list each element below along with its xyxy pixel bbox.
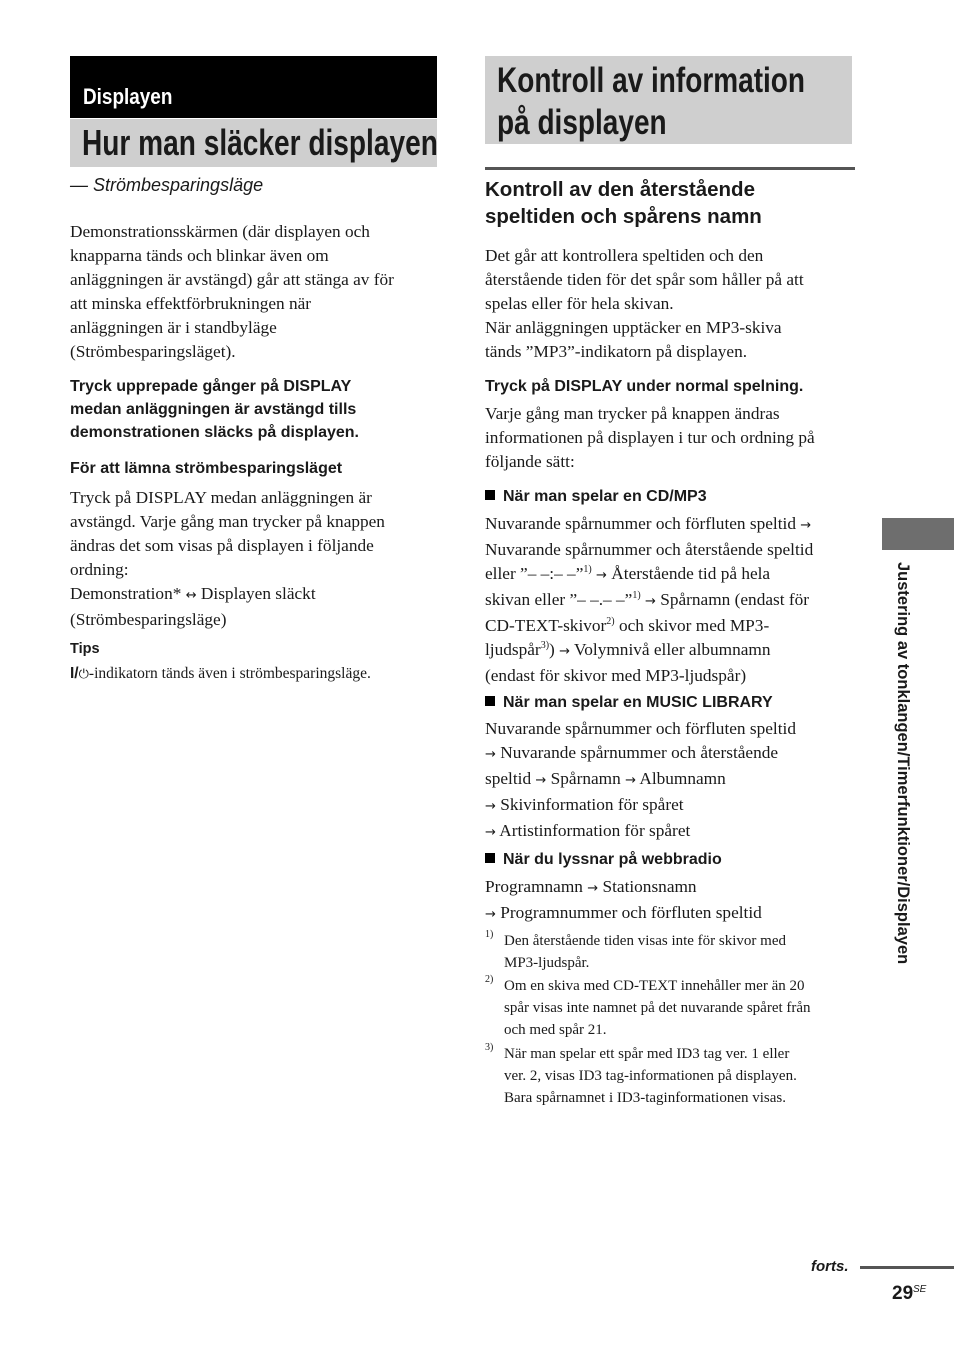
footnote-text [504, 975, 854, 1041]
ml-heading-text: När man spelar en MUSIC LIBRARY [503, 694, 773, 711]
continued-label: forts. [811, 1258, 849, 1275]
exit-heading: För att lämna strömbesparingsläget [70, 460, 343, 477]
arrow-icon: → [485, 825, 496, 840]
text-line: Tryck upprepade gånger på DISPLAY [70, 378, 352, 395]
footnote-number: 2) [485, 974, 494, 985]
text-line: (Strömbesparingsläget). [70, 342, 236, 361]
text-line: ver. 2, visas ID3 tag-informationen på displayen. [504, 1068, 797, 1084]
text-line: spelas eller för hela skivan. [485, 294, 674, 313]
text-line: (endast för skivor med MP3-ljudspår) [485, 666, 747, 685]
order-demo: Demonstration* [70, 584, 182, 603]
text-line: Nuvarande spårnummer och återstående speltid [485, 540, 814, 559]
ml-heading [485, 691, 773, 714]
right-title-box [485, 56, 852, 144]
square-bullet-icon [485, 490, 495, 500]
arrow-icon: → [485, 799, 496, 814]
left-subtitle: — Strömbesparingsläge [70, 175, 264, 195]
side-tab-marker [882, 518, 954, 550]
heading-rule [485, 167, 855, 170]
order-line [70, 582, 450, 608]
footnote-number: 3) [485, 1042, 494, 1053]
text-span: speltid [485, 769, 532, 788]
arrow-icon: → [587, 881, 599, 896]
right-heading [485, 176, 865, 230]
text-line: MP3-ljudspår. [504, 955, 590, 971]
footnote-number: 1) [485, 929, 494, 940]
page-title: Hur man släcker displayen [82, 122, 438, 163]
text-line: Tryck på DISPLAY medan anläggningen är [70, 488, 372, 507]
power-icon: ⏻ [78, 667, 89, 682]
tips-body: -indikatorn tänds även i strömbesparingsläge. [88, 665, 371, 682]
text-line [485, 512, 875, 538]
text-line: tänds ”MP3”-indikatorn på displayen. [485, 342, 748, 361]
text-span: Återstående tid på hela [611, 564, 771, 583]
text-line: Det går att kontrollera speltiden och den [485, 246, 764, 265]
right-intro [485, 244, 865, 364]
text-line: (Strömbesparingsläge) [70, 610, 227, 629]
arrow-icon: → [535, 773, 547, 788]
ml-sequence [485, 717, 865, 845]
web-heading [485, 848, 722, 871]
text-line: Den återstående tiden visas inte för skivor med [504, 933, 786, 949]
text-line [485, 588, 875, 614]
text-line: spår visas inte namnet på det nuvarande spåret från [504, 1000, 811, 1016]
text-line: demonstrationen släcks på displayen. [70, 424, 359, 441]
text-line: knapparna tänds och blinkar även om [70, 246, 329, 265]
section-label-bar [70, 56, 437, 118]
side-tab-text: Justering av tonklangen/Timerfunktioner/Displayen [894, 562, 912, 965]
arrow-icon: → [559, 644, 571, 659]
text-span: eller ”– –:– –” [485, 564, 584, 583]
text-line [485, 562, 875, 588]
text-line: följande sätt: [485, 452, 575, 471]
exit-text [70, 486, 450, 632]
text-line [485, 819, 865, 845]
text-line: Varje gång man trycker på knappen ändras [485, 404, 780, 423]
text-line: Nuvarande spårnummer och förfluten speltid [485, 719, 796, 738]
heading-line: speltiden och spårens namn [485, 205, 762, 228]
text-line: anläggningen är avstängd) går att stänga av för [70, 270, 394, 289]
page-suffix: SE [913, 1284, 927, 1295]
text-line: När anläggningen upptäcker en MP3-skiva [485, 318, 782, 337]
continued-rule [860, 1266, 954, 1269]
text-span: Spårnamn [550, 769, 621, 788]
web-heading-text: När du lyssnar på webbradio [503, 851, 722, 868]
text-line: medan anläggningen är avstängd tills [70, 401, 357, 418]
text-line: När man spelar ett spår med ID3 tag ver. 1 eller [504, 1046, 790, 1062]
text-span: CD-TEXT-skivor [485, 616, 607, 635]
text-line: och med spår 21. [504, 1022, 607, 1038]
text-line: återstående tiden för det spår som håller på att [485, 270, 804, 289]
footnote-ref: 3) [540, 640, 550, 652]
square-bullet-icon [485, 853, 495, 863]
footnote-ref: 1) [632, 590, 641, 602]
arrow-icon: → [485, 747, 496, 762]
text-line [485, 901, 865, 927]
right-instruction: Tryck på DISPLAY under normal spelning. [485, 378, 804, 395]
arrow-icon: → [645, 594, 656, 609]
web-sequence [485, 875, 865, 927]
text-span: Albumnamn [639, 769, 726, 788]
arrow-icon: → [625, 773, 636, 788]
text-span: Skivinformation för spåret [500, 795, 684, 814]
text-line: ändras det som visas på displayen i följande [70, 536, 374, 555]
heading-line: Kontroll av den återstående [485, 178, 755, 201]
text-line [485, 614, 875, 638]
arrow-icon: → [596, 568, 607, 583]
text-line: ordning: [70, 560, 129, 579]
arrow-icon: → [485, 907, 496, 922]
text-span: Programnummer och förfluten speltid [500, 903, 762, 922]
cd-sequence [485, 512, 875, 688]
text-span: skivan eller ”– –.– –” [485, 590, 633, 609]
text-line [485, 875, 865, 901]
standby-symbol: I/ [70, 665, 79, 682]
text-span: Volymnivå eller albumnamn [574, 640, 771, 659]
right-title: Kontroll av information på displayen [497, 61, 805, 142]
left-instruction [70, 375, 440, 444]
text-line: ljudspår$^{3)}$) → Volymnivå eller albumnamn [485, 640, 771, 659]
text-span: Stationsnamn [602, 877, 697, 896]
text-span: Artistinformation för spåret [499, 821, 691, 840]
footnote-ref: 2) [606, 616, 615, 628]
left-intro [70, 220, 440, 364]
double-arrow-icon: ↔ [185, 588, 197, 603]
text-span: Spårnamn (endast för [660, 590, 809, 609]
text-line [485, 793, 865, 819]
text-line: informationen på displayen i tur och ordning på [485, 428, 815, 447]
square-bullet-icon [485, 696, 495, 706]
text-span: Nuvarande spårnummer och återstående [500, 743, 779, 762]
text-span: Programnamn [485, 877, 583, 896]
tips-text [70, 664, 371, 685]
text-line: Om en skiva med CD-TEXT innehåller mer än 20 [504, 978, 805, 994]
text-line [485, 741, 865, 767]
arrow-icon: → [800, 518, 812, 533]
text-line: Demonstrationsskärmen (där displayen och [70, 222, 370, 241]
page-number: 29 [892, 1283, 914, 1304]
text-span: Nuvarande spårnummer och förfluten speltid [485, 514, 796, 533]
cd-heading [485, 485, 707, 508]
text-line: avstängd. Varje gång man trycker på knappen [70, 512, 385, 531]
order-display-off: Displayen släckt [200, 584, 316, 603]
text-line [485, 767, 865, 793]
footnote-text [504, 1043, 854, 1109]
text-line: Bara spårnamnet i ID3-taginformationen visas. [504, 1090, 786, 1106]
text-line: att minska effektförbrukningen när [70, 294, 312, 313]
text-span: och skivor med MP3- [618, 616, 770, 635]
order-intro [485, 402, 865, 474]
footnote-text [504, 930, 854, 974]
section-label: Displayen [83, 84, 173, 109]
text-span: ljudspår [485, 640, 541, 659]
tips-label: Tips [70, 641, 100, 657]
text-line: anläggningen är i standbyläge [70, 318, 277, 337]
left-title-box [70, 119, 437, 167]
cd-heading-text: När man spelar en CD/MP3 [503, 488, 707, 505]
footnote-ref: 1) [583, 564, 592, 576]
